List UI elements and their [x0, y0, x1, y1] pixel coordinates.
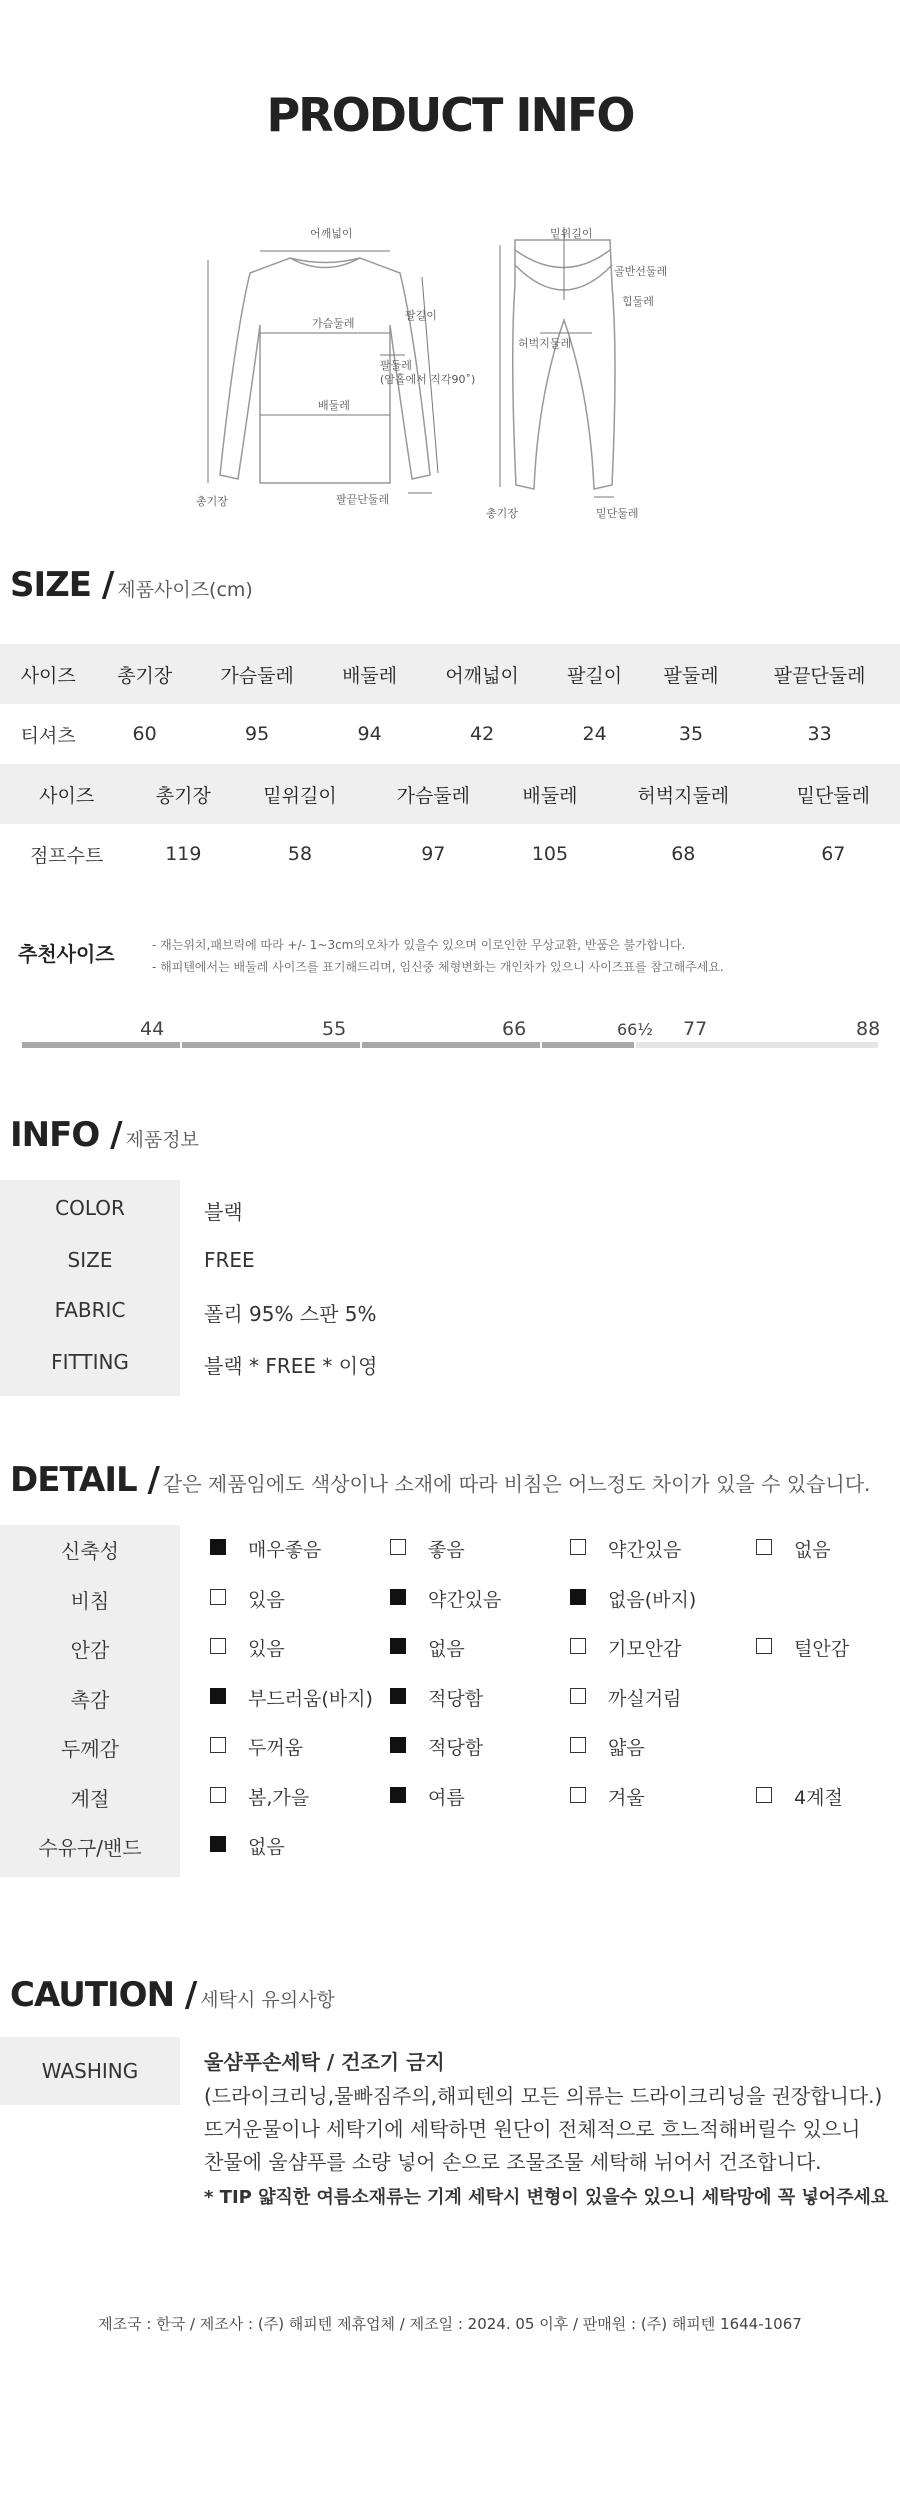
bottom-size-header-row: [0, 764, 900, 824]
table-header-cell: 팔둘레: [643, 644, 739, 704]
info-value-fabric: 폴리 95% 스판 5%: [204, 1302, 377, 1326]
caution-heading: CAUTION /: [10, 1975, 197, 2015]
scale-segment-66: [362, 1042, 540, 1048]
checkbox-checked: [210, 1836, 226, 1852]
detail-option-label: 있음: [248, 1638, 285, 1660]
detail-option-label: 봄,가을: [248, 1786, 310, 1809]
checkbox-unchecked: [756, 1539, 772, 1555]
table-cell: 점프수트: [29, 844, 104, 867]
shirt-sleeve-label: 팔길이: [405, 309, 437, 322]
top-size-table: [0, 644, 900, 764]
detail-option-label: 매우좋음: [248, 1539, 322, 1561]
table-cell: 35: [678, 723, 704, 745]
scale-label-66: 66: [502, 1018, 527, 1040]
table-header-cell: 배둘레: [500, 764, 600, 824]
shirt-shoulder-label: 어깨넓이: [310, 227, 353, 240]
info-value-size: FREE: [204, 1248, 255, 1272]
pants-hem-label: 밑단둘레: [596, 507, 639, 520]
caution-line-4: 찬물에 울샴푸를 소량 넣어 손으로 조물조물 세탁해 뉘어서 건조합니다.: [204, 2150, 822, 2174]
scale-segment-55: [182, 1042, 360, 1048]
info-label-size: SIZE: [67, 1248, 113, 1272]
caution-line-3: 뜨거운물이나 세탁기에 세탁하면 원단이 전체적으로 흐느적해버릴수 있으니: [204, 2117, 861, 2141]
detail-option-label: 얇음: [608, 1737, 645, 1759]
table-cell: 티셔츠: [20, 724, 76, 747]
pants-length-label: 총기장: [486, 507, 518, 520]
scale-label-88: 88: [856, 1018, 881, 1040]
table-cell: 119: [165, 843, 202, 865]
table-header-cell: 어깨넓이: [418, 644, 547, 704]
detail-row-label: 신축성: [61, 1539, 119, 1563]
pants-hip-label: 힙둘레: [622, 295, 654, 308]
table-cell: 33: [807, 723, 832, 745]
washing-label: WASHING: [0, 2037, 180, 2105]
checkbox-checked: [390, 1787, 406, 1803]
info-heading: INFO /: [10, 1115, 122, 1155]
detail-option-label: 부드러움(바지): [248, 1687, 373, 1710]
table-cell: 60: [132, 723, 157, 745]
table-header-cell: 밑위길이: [233, 764, 366, 824]
table-header-cell: 가슴둘레: [193, 644, 322, 704]
table-cell: 105: [531, 843, 569, 865]
checkbox-unchecked: [210, 1787, 226, 1803]
detail-row-label: 두께감: [61, 1737, 119, 1761]
checkbox-unchecked: [570, 1638, 586, 1654]
checkbox-unchecked: [210, 1638, 226, 1654]
table-header-cell: 허벅지둘레: [600, 764, 767, 824]
checkbox-checked: [210, 1688, 226, 1704]
bottom-size-table: [0, 764, 900, 884]
table-cell: 94: [357, 723, 382, 745]
top-size-row: [0, 704, 900, 764]
checkbox-unchecked: [756, 1787, 772, 1803]
recommend-note-2: - 해피텐에서는 배둘레 사이즈를 표기해드리며, 임신중 체형변화는 개인차가 있으니 사이즈표를 참고해주세요.: [152, 960, 724, 974]
scale-label-55: 55: [322, 1018, 347, 1040]
caution-tip: * TIP 얇직한 여름소재류는 기계 세탁시 변형이 있을수 있으니 세탁망에 꼭 넣어주세요: [204, 2187, 889, 2208]
detail-option-label: 없음: [248, 1836, 285, 1858]
detail-option-label: 있음: [248, 1588, 285, 1611]
info-label-color: COLOR: [55, 1196, 125, 1220]
detail-option-label: 약간있음: [428, 1588, 502, 1611]
checkbox-checked: [390, 1638, 406, 1654]
footer-info: 제조국 : 한국 / 제조사 : (주) 해피텐 제휴업체 / 제조일 : 2024. 05 이후 / 판매원 : (주) 해피텐 1644-1067: [98, 2315, 802, 2333]
detail-subheading: 같은 제품임에도 색상이나 소재에 따라 비침은 어느정도 차이가 있을 수 있습니다.: [162, 1472, 871, 1496]
detail-option-label: 까실거림: [608, 1687, 682, 1710]
detail-row-label: 비침: [70, 1588, 110, 1613]
checkbox-unchecked: [570, 1787, 586, 1803]
info-subheading: 제품정보: [125, 1129, 199, 1151]
checkbox-unchecked: [570, 1688, 586, 1704]
size-section-heading: [10, 565, 253, 605]
table-header-cell: 총기장: [133, 764, 233, 824]
table-header-cell: 가슴둘레: [367, 764, 500, 824]
pants-diagram: [480, 215, 680, 525]
checkbox-checked: [390, 1737, 406, 1753]
scale-segment-44: [22, 1042, 180, 1048]
scale-label-44: 44: [140, 1018, 165, 1040]
scale-segment-66-half: [542, 1042, 634, 1048]
detail-option-label: 적당함: [428, 1687, 484, 1710]
top-size-header-row: [0, 644, 900, 704]
detail-option-label: 기모안감: [608, 1638, 682, 1660]
checkbox-checked: [570, 1589, 586, 1605]
table-cell: 58: [287, 843, 313, 865]
scale-label-66-half: 66½: [617, 1020, 653, 1039]
info-label-fitting: FITTING: [51, 1350, 129, 1374]
shirt-outline: [200, 215, 460, 515]
scale-label-77: 77: [683, 1018, 708, 1040]
info-label-fabric: FABRIC: [54, 1298, 126, 1322]
detail-option-label: 두꺼움: [248, 1737, 304, 1759]
table-cell: 24: [582, 723, 607, 745]
pants-pelvis-label: 골반선둘레: [614, 265, 668, 278]
pants-rise-label: 밑위길이: [550, 227, 593, 240]
checkbox-unchecked: [210, 1737, 226, 1753]
caution-line-2: (드라이크리닝,물빠짐주의,해피텐의 모든 의류는 드라이크리닝을 권장합니다.): [204, 2084, 883, 2108]
checkbox-unchecked: [210, 1589, 226, 1605]
checkbox-checked: [390, 1589, 406, 1605]
detail-option-label: 없음(바지): [608, 1588, 697, 1611]
checkbox-unchecked: [756, 1638, 772, 1654]
detail-row-label: 촉감: [70, 1687, 110, 1712]
checkbox-checked: [210, 1539, 226, 1555]
detail-row-label: 계절: [70, 1786, 110, 1811]
shirt-arm-label: 팔둘레: [380, 359, 412, 372]
table-cell: 67: [821, 843, 846, 865]
info-section-heading: [10, 1115, 199, 1155]
info-value-color: 블랙: [204, 1200, 243, 1224]
detail-option-label: 4계절: [794, 1786, 843, 1809]
detail-option-label: 약간있음: [608, 1539, 682, 1561]
table-cell: 42: [470, 723, 495, 745]
table-header-cell: 사이즈: [0, 764, 133, 824]
checkbox-unchecked: [570, 1737, 586, 1753]
detail-option-label: 여름: [428, 1786, 465, 1809]
caution-subheading: 세탁시 유의사항: [200, 1989, 335, 2011]
table-cell: 68: [671, 843, 696, 865]
shirt-length-label: 총기장: [196, 495, 228, 508]
table-header-cell: 배둘레: [321, 644, 417, 704]
shirt-chest-label: 가슴둘레: [312, 317, 355, 330]
detail-option-label: 겨울: [608, 1786, 645, 1809]
recommend-label: 추천사이즈: [18, 942, 115, 966]
caution-section-heading: [10, 1975, 335, 2015]
shirt-cuff-label: 팔끝단둘레: [336, 493, 390, 506]
checkbox-unchecked: [390, 1539, 406, 1555]
info-value-fitting: 블랙 * FREE * 이영: [204, 1354, 378, 1378]
detail-row-label: 수유구/밴드: [38, 1836, 142, 1860]
detail-option-label: 적당함: [428, 1737, 484, 1759]
size-subheading: 제품사이즈(cm): [117, 579, 253, 601]
pants-outline: [480, 215, 680, 525]
recommend-note-1: - 재는위치,패브릭에 따라 +/- 1~3cm의오차가 있을수 있으며 이로인한 무상교환, 반품은 불가합니다.: [152, 938, 686, 952]
table-header-cell: 팔끝단둘레: [739, 644, 900, 704]
shirt-waist-label: 배둘레: [318, 399, 350, 412]
page-title: PRODUCT INFO: [266, 88, 634, 142]
caution-line-1: 울샴푸손세탁 / 건조기 금지: [204, 2050, 445, 2074]
bottom-size-row: [0, 824, 900, 884]
shirt-arm-note: (암홀에서 직각90˚): [380, 373, 476, 386]
detail-option-label: 털안감: [794, 1638, 850, 1660]
detail-option-label: 없음: [794, 1539, 831, 1561]
detail-option-label: 없음: [428, 1638, 465, 1660]
table-header-cell: 사이즈: [0, 644, 96, 704]
table-header-cell: 밑단둘레: [767, 764, 900, 824]
table-cell: 97: [421, 843, 446, 865]
detail-section-heading: [10, 1460, 870, 1500]
detail-row-label: 안감: [70, 1638, 110, 1662]
size-heading: SIZE /: [10, 565, 114, 605]
table-cell: 95: [245, 723, 270, 745]
scale-segment-inactive: [636, 1042, 878, 1048]
detail-option-label: 좋음: [428, 1539, 465, 1561]
detail-heading: DETAIL /: [10, 1460, 159, 1500]
checkbox-checked: [390, 1688, 406, 1704]
pants-thigh-label: 허벅지둘레: [518, 337, 572, 350]
table-header-cell: 팔길이: [546, 644, 642, 704]
checkbox-unchecked: [570, 1539, 586, 1555]
table-header-cell: 총기장: [96, 644, 192, 704]
shirt-diagram: [196, 215, 476, 515]
